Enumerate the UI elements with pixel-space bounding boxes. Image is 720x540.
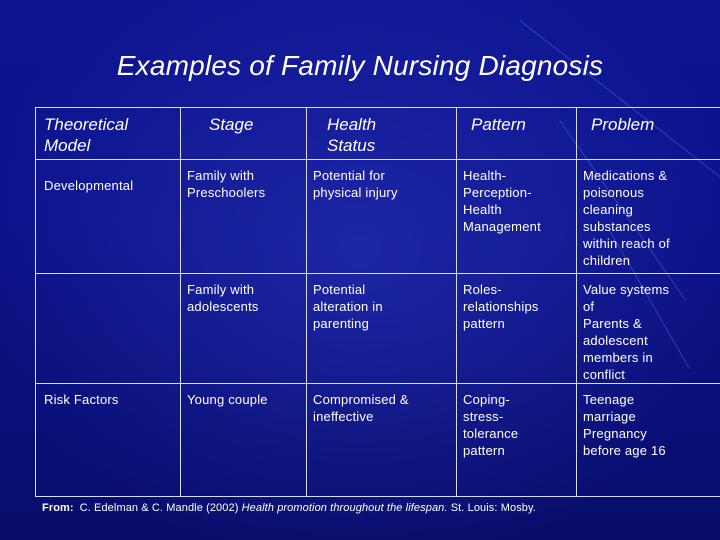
table-row (36, 160, 720, 274)
cell-model (36, 160, 181, 274)
header-theoretical-model (36, 108, 181, 160)
cell-model (36, 274, 181, 384)
header-label: Pattern (471, 115, 526, 134)
header-health-status (307, 108, 457, 160)
cell-pattern (457, 384, 577, 497)
cell-stage (181, 274, 307, 384)
source-publisher: St. Louis: Mosby. (447, 502, 536, 514)
cell-problem (577, 274, 720, 384)
header-label: Health Status (327, 115, 377, 155)
source-book-title: Health promotion throughout the lifespan. (241, 502, 448, 514)
cell-text: Potential alteration in parenting (313, 282, 383, 331)
table-row (36, 384, 720, 497)
cell-text: Developmental (44, 178, 134, 193)
cell-text: Compromised & ineffective (313, 392, 409, 424)
diagnosis-table (35, 107, 720, 497)
cell-text: Health- Perception- Health Management (463, 168, 541, 234)
source-lead: From: (42, 502, 74, 514)
cell-pattern (457, 160, 577, 274)
header-problem (577, 108, 720, 160)
header-label: Theoretical Model (44, 115, 129, 155)
cell-model (36, 384, 181, 497)
cell-pattern (457, 274, 577, 384)
cell-text: Medications & poisonous cleaning substances within reach of children (583, 168, 670, 268)
cell-text: Risk Factors (44, 392, 119, 407)
table-row (36, 274, 720, 384)
cell-status (307, 160, 457, 274)
source-citation (42, 502, 536, 514)
cell-problem (577, 160, 720, 274)
cell-text: Teenage marriage Pregnancy before age 16 (583, 392, 666, 458)
cell-text: Potential for physical injury (313, 168, 398, 200)
cell-stage (181, 160, 307, 274)
cell-text: Family with adolescents (187, 282, 259, 314)
slide-title: Examples of Family Nursing Diagnosis (116, 50, 604, 81)
header-label: Problem (591, 115, 655, 134)
cell-status (307, 274, 457, 384)
cell-problem (577, 384, 720, 497)
cell-text: Coping- stress- tolerance pattern (463, 392, 519, 458)
cell-text: Young couple (187, 392, 268, 407)
header-label: Stage (209, 115, 254, 134)
source-authors: C. Edelman & C. Mandle (2002) (79, 502, 242, 514)
header-pattern (457, 108, 577, 160)
header-stage (181, 108, 307, 160)
table-header-row (36, 108, 720, 160)
cell-status (307, 384, 457, 497)
cell-text (36, 274, 180, 281)
cell-text: Family with Preschoolers (187, 168, 266, 200)
cell-text: Value systems of Parents & adolescent members in conflict (583, 282, 670, 382)
cell-text: Roles- relationships pattern (463, 282, 539, 331)
cell-stage (181, 384, 307, 497)
